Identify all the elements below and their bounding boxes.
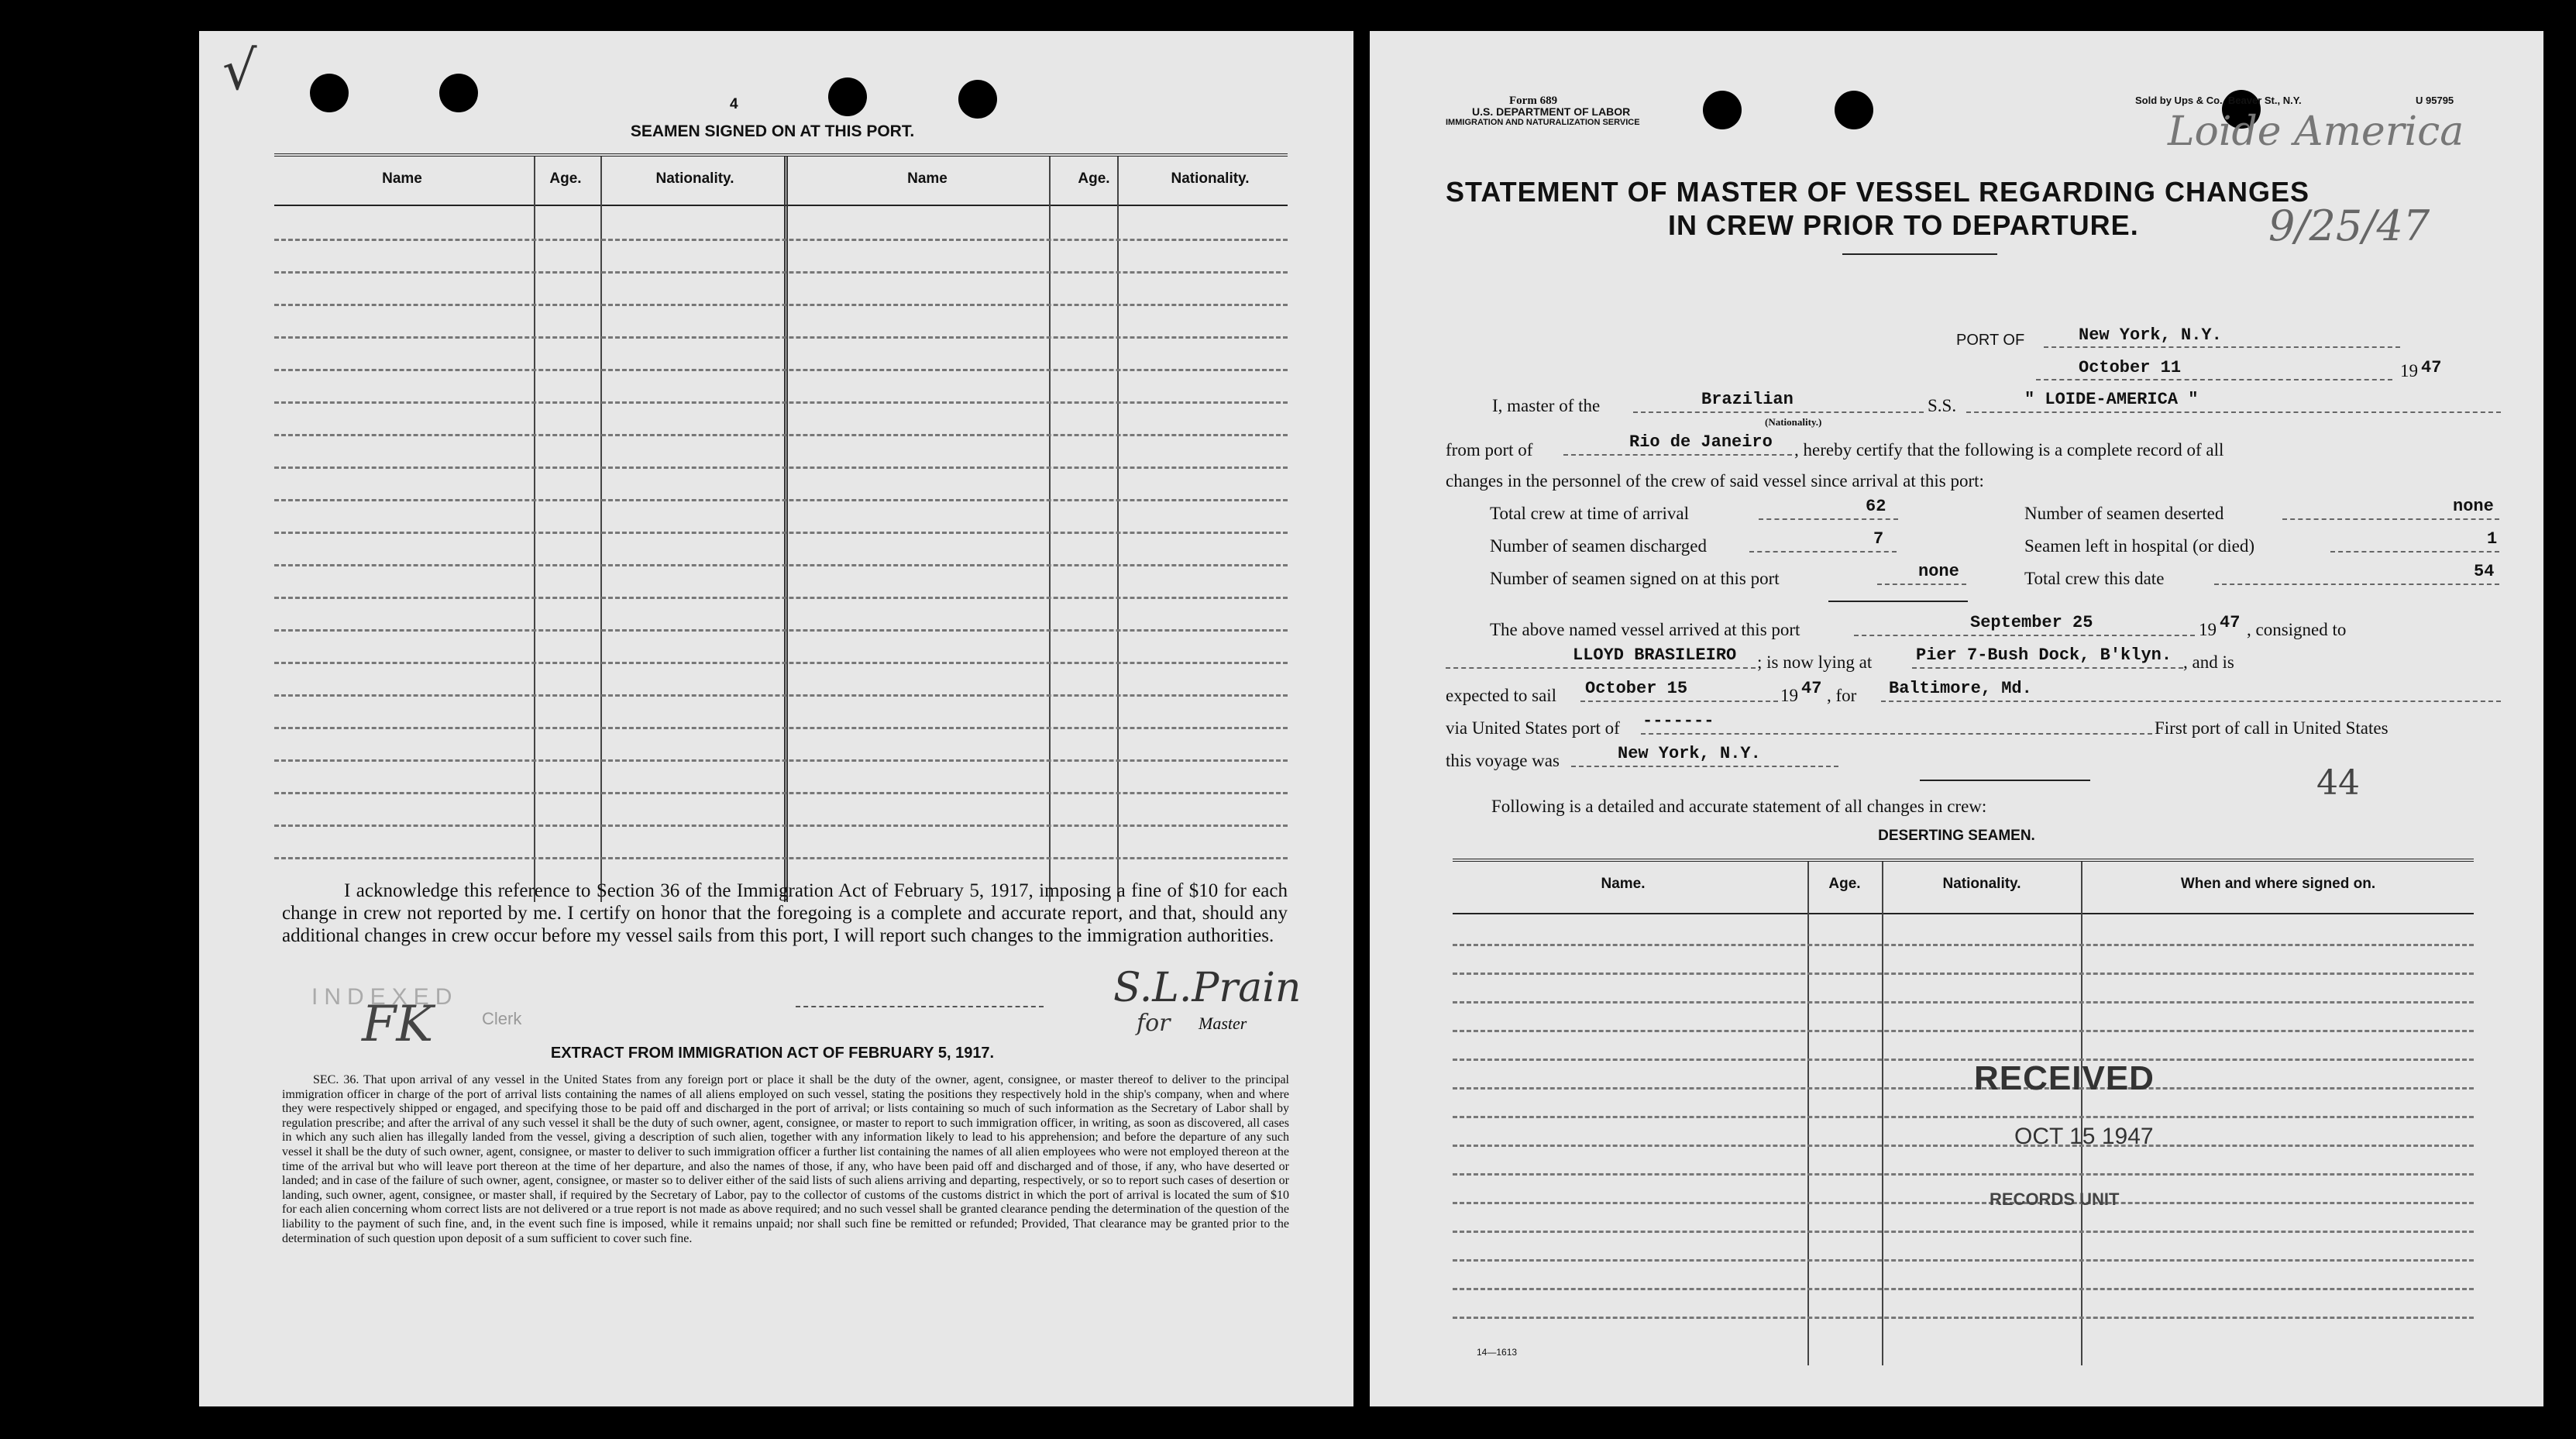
table-row — [274, 499, 1288, 501]
table-row — [274, 792, 1288, 794]
table-row — [1453, 1145, 2474, 1147]
acknowledgement-text: I acknowledge this reference to Section 36 of the Immigration Act of February 5, 1917, imposing a fine of $10 for each change in crew not reported by me. I certify on honor that the foregoing is a complete and accurate report, and that, should any additional changes in crew occur before my vessel sails from this port, I will report such changes to the immigration authorities. — [282, 880, 1288, 946]
table-row — [274, 727, 1288, 729]
discharged-value: 7 — [1873, 529, 1884, 549]
total-departure-line — [2214, 565, 2499, 585]
column-divider — [534, 157, 535, 902]
table-row — [1453, 944, 2474, 946]
signed-on-value: none — [1918, 562, 1959, 581]
table-title: SEAMEN SIGNED ON AT THIS PORT. — [630, 122, 915, 140]
this-voyage-value: New York, N.Y. — [1618, 744, 1761, 763]
table-row — [274, 304, 1288, 306]
handwritten-date: 9/25/47 — [2268, 201, 2430, 250]
master-label: Master — [1199, 1014, 1247, 1033]
table-row — [1453, 1059, 2474, 1061]
table-row — [1453, 1001, 2474, 1004]
faint-stamp: INDEXED — [311, 984, 459, 1010]
master-signature: S.L.Prain — [1113, 965, 1302, 1011]
expected-label: expected to sail — [1446, 686, 1557, 705]
handwritten-number: 44 — [2316, 763, 2360, 803]
title-underline — [1842, 253, 1997, 255]
punch-hole — [1703, 91, 1742, 129]
form-number: Form 689 — [1509, 95, 1558, 107]
table-top-rule — [274, 153, 1288, 157]
nationality-value: Brazilian — [1701, 390, 1794, 409]
table-row — [274, 824, 1288, 827]
left-page — [199, 31, 1353, 1406]
column-divider — [1049, 157, 1051, 902]
signed-on-label: Number of seamen signed on at this port — [1490, 569, 1780, 588]
department: U.S. DEPARTMENT OF LABOR — [1472, 105, 1631, 118]
stamp-bottom: RECORDS UNIT — [1990, 1189, 2120, 1209]
via-value: ------- — [1642, 711, 1714, 731]
table-row — [1453, 1030, 2474, 1032]
table-row — [274, 597, 1288, 599]
ss-label: S.S. — [1928, 396, 1957, 415]
page-number: 4 — [730, 96, 738, 112]
table-row — [1453, 1173, 2474, 1176]
year-prefix: 19 — [2400, 361, 2418, 380]
changes-text: changes in the personnel of the crew of said vessel since arrival at this port: — [1446, 471, 1984, 491]
expected-value: October 15 — [1585, 679, 1688, 698]
check-mark: √ — [222, 39, 257, 102]
handwritten-ship-name: Loide America — [2168, 108, 2464, 155]
date-value: October 11 — [2079, 358, 2182, 377]
arrived-year-value: 47 — [2220, 613, 2241, 632]
form-title-line2: IN CREW PRIOR TO DEPARTURE. — [1668, 209, 2139, 241]
consigned-label: , consigned to — [2247, 620, 2347, 639]
deserting-header-name: Name. — [1601, 876, 1646, 892]
table-row — [274, 629, 1288, 632]
signature-line — [796, 1006, 1044, 1007]
table-row — [274, 336, 1288, 339]
punch-hole — [1835, 91, 1873, 129]
deserting-top-rule — [1453, 859, 2474, 862]
table-row — [1453, 1259, 2474, 1262]
first-port-label: First port of call in United States — [2155, 718, 2389, 738]
master-of-the-label: I, master of the — [1492, 396, 1601, 415]
deserting-header-age: Age. — [1828, 876, 1861, 892]
deserted-label: Number of seamen deserted — [2024, 504, 2224, 523]
arrived-value: September 25 — [1970, 613, 2093, 632]
voyage-rule — [1920, 780, 2090, 781]
for-value: Baltimore, Md. — [1889, 679, 2032, 698]
punch-hole — [828, 77, 867, 116]
column-header-name-2: Name — [907, 170, 948, 187]
port-of-value: New York, N.Y. — [2079, 325, 2222, 345]
subtotal-rule — [1828, 601, 1968, 602]
certify-text: , hereby certify that the following is a complete record of all — [1794, 440, 2224, 460]
deserted-value: none — [2453, 497, 2494, 516]
total-departure-value: 54 — [2474, 562, 2495, 581]
table-row — [274, 466, 1288, 469]
seller-imprint: Sold by Ups & Co., Beaver St., N.Y. — [2135, 95, 2302, 106]
total-departure-label: Total crew this date — [2024, 569, 2165, 588]
deserting-header-nationality: Nationality. — [1942, 876, 2021, 892]
vessel-value: " LOIDE-AMERICA " — [2024, 390, 2199, 409]
table-row — [274, 271, 1288, 274]
expected-year-prefix: 19 — [1780, 686, 1798, 705]
table-row — [1453, 1087, 2474, 1090]
port-of-label: PORT OF — [1956, 332, 2025, 349]
form-title-line1: STATEMENT OF MASTER OF VESSEL REGARDING CHANGES — [1446, 176, 2310, 208]
hospital-line — [2330, 532, 2499, 553]
arrived-year-prefix: 19 — [2199, 620, 2217, 639]
table-row — [274, 532, 1288, 534]
form-code: U 95795 — [2416, 95, 2454, 106]
table-row — [1453, 1317, 2474, 1319]
clerk-initials: FK — [362, 996, 434, 1053]
table-row — [274, 239, 1288, 241]
footer-code: 14—1613 — [1477, 1347, 1518, 1358]
column-divider — [600, 157, 602, 902]
table-row — [274, 694, 1288, 697]
stamp-received: RECEIVED — [1974, 1059, 2155, 1097]
table-row — [274, 857, 1288, 859]
following-label: Following is a detailed and accurate statement of all changes in crew: — [1491, 797, 1987, 816]
column-divider — [784, 157, 788, 902]
header-rule — [274, 205, 1288, 206]
from-port-label: from port of — [1446, 440, 1533, 460]
this-voyage-label: this voyage was — [1446, 751, 1560, 770]
lying-label: ; is now lying at — [1757, 652, 1873, 672]
year-value: 47 — [2421, 358, 2442, 377]
lying-value: Pier 7-Bush Dock, B'klyn. — [1916, 645, 2172, 665]
stamp-date: OCT 15 1947 — [2014, 1124, 2154, 1149]
table-row — [274, 564, 1288, 566]
column-header-age-2: Age. — [1078, 170, 1110, 187]
table-row — [274, 434, 1288, 436]
table-row — [1453, 1202, 2474, 1204]
column-header-age: Age. — [549, 170, 582, 187]
via-line — [1641, 714, 2152, 735]
via-label: via United States port of — [1446, 718, 1620, 738]
and-is-label: , and is — [2183, 652, 2234, 672]
column-divider — [1117, 157, 1119, 902]
punch-hole — [310, 74, 349, 112]
table-row — [1453, 973, 2474, 975]
service: IMMIGRATION AND NATURALIZATION SERVICE — [1446, 118, 1640, 127]
consignee-value: LLOYD BRASILEIRO — [1573, 645, 1737, 665]
column-header-nationality-2: Nationality. — [1171, 170, 1250, 187]
table-row — [1453, 1116, 2474, 1118]
total-crew-arrival-value: 62 — [1866, 497, 1886, 516]
punch-hole — [439, 74, 478, 112]
table-row — [274, 369, 1288, 371]
right-page — [1370, 31, 2543, 1406]
hospital-value: 1 — [2487, 529, 2498, 549]
deserting-title: DESERTING SEAMEN. — [1878, 828, 2035, 844]
arrived-label: The above named vessel arrived at this port — [1490, 620, 1800, 639]
extract-text: SEC. 36. That upon arrival of any vessel in the United States from any foreign port or place it shall be the duty of the owner, agent, consignee, or master thereof to deliver to the principal immigration officer in charge of the port of arrival lists containing the names of all aliens employed on such vessel, stating the positions they respectively hold in the ship's company, when and where they were respectively shipped or engaged, and specifying those to be paid off and discharged in the port of arrival; or lists containing so much of such information as the Secretary of Labor shall by regulation prescribe; and after the arrival of any such vessel it shall be the duty of such owner, agent, consignee, or master to report to such immigration officer, in writing, as soon as discovered, all cases in which any such alien has illegally landed from the vessel, giving a description of such alien, together with any information likely to lead to his apprehension; and before the departure of any such vessel it shall be the duty of such owner, agent, consignee, or master to deliver to such immigration officer a further list containing the names of all alien employees who were not employed thereon at the time of the arrival but who will leave port thereon at the time of her departure, and also the names of those, if any, who have been paid off and discharged and of those, if any, who have deserted or landed; and in case of the failure of such owner, agent, consignee, or master so to deliver either of the said lists of such aliens arriving and departing, respectively, or so to report such cases of desertion or landing, such owner, agent, consignee, or master shall, if required by the Secretary of Labor, pay to the collector of customs of the customs district in which the port of arrival is located the sum of $10 for each alien concerning whom correct lists are not delivered or a true report is not made as above required; and no such vessel shall be granted clearance pending the determination of the question of the liability to the payment of such fine, and, in the event such fine is imposed, while it remains unpaid; nor shall such fine be remitted or refunded; Provided, That clearance may be granted prior to the determination of such question upon deposit of a sum sufficient to cover such fine. — [282, 1073, 1289, 1245]
extract-title: EXTRACT FROM IMMIGRATION ACT OF FEBRUARY 5, 1917. — [550, 1045, 995, 1062]
clerk-label: Clerk — [482, 1009, 522, 1028]
total-crew-arrival-label: Total crew at time of arrival — [1490, 504, 1690, 523]
deserting-header-rule — [1453, 913, 2474, 914]
column-header-name: Name — [382, 170, 422, 187]
table-row — [274, 662, 1288, 664]
signature-for: for — [1137, 1010, 1171, 1037]
table-row — [1453, 1231, 2474, 1233]
punch-hole — [958, 80, 997, 119]
table-row — [274, 401, 1288, 404]
column-header-nationality: Nationality. — [655, 170, 734, 187]
expected-year-value: 47 — [1801, 679, 1822, 698]
for-label: , for — [1827, 686, 1857, 705]
hospital-label: Seamen left in hospital (or died) — [2024, 536, 2255, 556]
from-port-value: Rio de Janeiro — [1629, 432, 1773, 452]
nationality-caption: (Nationality.) — [1765, 416, 1822, 428]
deserting-header-when-where: When and where signed on. — [2180, 876, 2376, 892]
table-row — [1453, 1288, 2474, 1290]
table-row — [274, 759, 1288, 762]
discharged-label: Number of seamen discharged — [1490, 536, 1707, 556]
